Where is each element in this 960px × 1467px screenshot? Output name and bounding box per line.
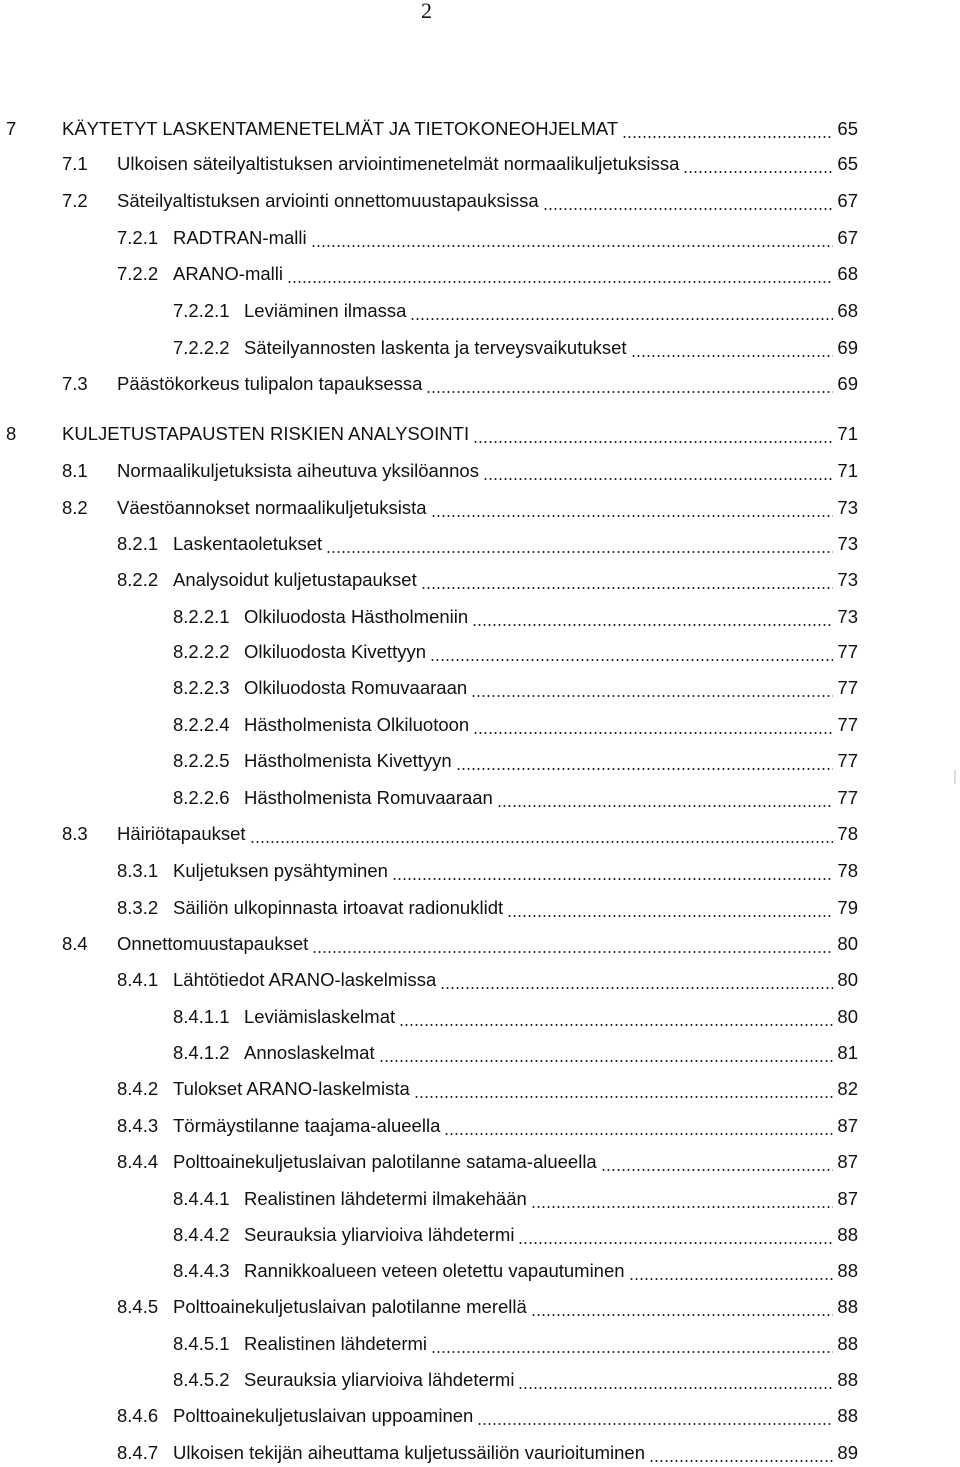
toc-entry-title: KÄYTETYT LASKENTAMENETELMÄT JA TIETOKONEOHJELMAT xyxy=(62,118,619,139)
toc-entry[interactable] xyxy=(0,224,960,252)
toc-entry-title: Törmäystilanne taajama-alueella xyxy=(173,1115,441,1136)
toc-entry-page: 77 xyxy=(837,787,858,808)
toc-entry-number: 8.2 xyxy=(62,497,88,518)
dot-leader xyxy=(311,245,833,247)
toc-entry-page: 88 xyxy=(837,1296,858,1317)
toc-entry[interactable] xyxy=(0,457,960,485)
dot-leader xyxy=(683,171,833,173)
toc-entry-number: 8.4.5.2 xyxy=(173,1369,230,1390)
dot-leader xyxy=(497,805,833,807)
toc-entry[interactable] xyxy=(0,894,960,922)
toc-entry[interactable] xyxy=(0,820,960,848)
toc-entry-page: 65 xyxy=(837,153,858,174)
toc-entry-title: Päästökorkeus tulipalon tapauksessa xyxy=(117,373,423,394)
toc-entry-title: Polttoainekuljetuslaivan palotilanne merellä xyxy=(173,1296,527,1317)
toc-entry-number: 8.4.5.1 xyxy=(173,1333,230,1354)
toc-entry-page: 80 xyxy=(837,933,858,954)
toc-entry-number: 7.2 xyxy=(62,190,88,211)
toc-entry-page: 82 xyxy=(837,1078,858,1099)
toc-entry[interactable] xyxy=(0,1148,960,1176)
toc-entry-title: Olkiluodosta Hästholmeniin xyxy=(244,606,469,627)
toc-entry[interactable] xyxy=(0,638,960,666)
dot-leader xyxy=(473,441,833,443)
toc-entry-number: 8.4.1.2 xyxy=(173,1042,230,1063)
dot-leader xyxy=(250,841,833,843)
toc-entry-page: 73 xyxy=(837,497,858,518)
toc-entry[interactable] xyxy=(0,857,960,885)
toc-entry-page: 80 xyxy=(837,969,858,990)
toc-entry-page: 81 xyxy=(837,1042,858,1063)
toc-entry-number: 8.2.2 xyxy=(117,569,159,590)
toc-entry-number: 8.2.2.3 xyxy=(173,677,230,698)
toc-entry-page: 88 xyxy=(837,1369,858,1390)
toc-entry-title: Realistinen lähdetermi xyxy=(244,1333,428,1354)
toc-entry-title: Olkiluodosta Kivettyyn xyxy=(244,641,427,662)
toc-entry[interactable] xyxy=(0,150,960,178)
toc-entry-page: 88 xyxy=(837,1224,858,1245)
toc-entry-page: 73 xyxy=(837,606,858,627)
toc-entry-page: 69 xyxy=(837,373,858,394)
toc-entry[interactable] xyxy=(0,1221,960,1249)
toc-entry-number: 8.1 xyxy=(62,460,88,481)
dot-leader xyxy=(543,208,833,210)
toc-entry[interactable] xyxy=(0,784,960,812)
toc-entry-number: 8.4.5 xyxy=(117,1296,159,1317)
page-number: 2 xyxy=(421,0,432,23)
toc-entry-number: 7 xyxy=(6,118,17,139)
dot-leader xyxy=(287,281,833,283)
toc-entry-title: RADTRAN-malli xyxy=(173,227,307,248)
dot-leader xyxy=(601,1169,833,1171)
toc-entry-number: 7.3 xyxy=(62,373,88,394)
dot-leader xyxy=(518,1387,833,1389)
toc-entry-page: 69 xyxy=(837,337,858,358)
toc-entry-title: Realistinen lähdetermi ilmakehään xyxy=(244,1188,527,1209)
toc-entry[interactable] xyxy=(0,1003,960,1031)
toc-entry[interactable] xyxy=(0,966,960,994)
toc-entry-page: 88 xyxy=(837,1405,858,1426)
toc-entry-page: 87 xyxy=(837,1115,858,1136)
toc-entry[interactable] xyxy=(0,260,960,288)
toc-entry-title: Annoslaskelmat xyxy=(244,1042,375,1063)
toc-entry-number: 8.4.4.1 xyxy=(173,1188,230,1209)
toc-entry[interactable] xyxy=(0,711,960,739)
toc-entry-number: 8.4.4.2 xyxy=(173,1224,230,1245)
toc-entry-page: 71 xyxy=(837,460,858,481)
toc-entry-number: 8.3.2 xyxy=(117,897,159,918)
toc-entry-page: 71 xyxy=(837,423,858,444)
toc-entry-title: Väestöannokset normaalikuljetuksista xyxy=(117,497,427,518)
dot-leader xyxy=(477,1423,833,1425)
toc-entry[interactable] xyxy=(0,674,960,702)
toc-entry-title: Polttoainekuljetuslaivan uppoaminen xyxy=(173,1405,474,1426)
dot-leader xyxy=(629,1278,833,1280)
toc-entry-number: 8.2.2.2 xyxy=(173,641,230,662)
dot-leader xyxy=(421,587,833,589)
toc-entry-page: 77 xyxy=(837,750,858,771)
toc-entry-number: 8.2.2.4 xyxy=(173,714,230,735)
toc-entry-number: 8.4.7 xyxy=(117,1442,159,1463)
toc-entry-page: 77 xyxy=(837,677,858,698)
toc-entry-title: Olkiluodosta Romuvaaraan xyxy=(244,677,468,698)
dot-leader xyxy=(483,478,833,480)
toc-entry-page: 88 xyxy=(837,1333,858,1354)
dot-leader xyxy=(456,768,833,770)
toc-entry-number: 8.4.2 xyxy=(117,1078,159,1099)
dot-leader xyxy=(622,136,833,138)
toc-entry-page: 89 xyxy=(837,1442,858,1463)
toc-entry-page: 87 xyxy=(837,1188,858,1209)
toc-entry[interactable] xyxy=(0,1112,960,1140)
toc-entry[interactable] xyxy=(0,1039,960,1067)
dot-leader xyxy=(414,1096,833,1098)
toc-entry-number: 8.4.6 xyxy=(117,1405,159,1426)
toc-entry-title: Seurauksia yliarvioiva lähdetermi xyxy=(244,1224,515,1245)
toc-entry-number: 8.3 xyxy=(62,823,88,844)
dot-leader xyxy=(426,391,833,393)
dot-leader xyxy=(531,1206,833,1208)
dot-leader xyxy=(392,878,833,880)
toc-entry-title: Rannikkoalueen veteen oletettu vapautuminen xyxy=(244,1260,625,1281)
toc-entry[interactable] xyxy=(0,494,960,522)
toc-entry-title: Leviämislaskelmat xyxy=(244,1006,396,1027)
toc-entry-title: Leviäminen ilmassa xyxy=(244,300,407,321)
toc-entry-title: Normaalikuljetuksista aiheutuva yksilöannos xyxy=(117,460,479,481)
toc-entry-number: 8.4.3 xyxy=(117,1115,159,1136)
toc-entry-number: 8.2.2.5 xyxy=(173,750,230,771)
toc-entry[interactable] xyxy=(0,530,960,558)
toc-entry[interactable] xyxy=(0,1257,960,1285)
toc-entry[interactable] xyxy=(0,1330,960,1358)
toc-entry-number: 8.4.1 xyxy=(117,969,159,990)
toc-entry-page: 87 xyxy=(837,1151,858,1172)
toc-entry[interactable] xyxy=(0,566,960,594)
toc-entry-title: Häiriötapaukset xyxy=(117,823,246,844)
toc-entry-page: 80 xyxy=(837,1006,858,1027)
dot-leader xyxy=(440,987,833,989)
toc-entry-title: ARANO-malli xyxy=(173,263,283,284)
toc-entry-title: Hästholmenista Romuvaaraan xyxy=(244,787,493,808)
toc-entry-number: 8.4.1.1 xyxy=(173,1006,230,1027)
dot-leader xyxy=(326,551,833,553)
toc-entry-page: 65 xyxy=(837,118,858,139)
toc-entry-title: Polttoainekuljetuslaivan palotilanne satama-alueella xyxy=(173,1151,597,1172)
dot-leader xyxy=(430,659,833,661)
toc-entry-title: Ulkoisen säteilyaltistuksen arviointimenetelmät normaalikuljetuksissa xyxy=(117,153,680,174)
dot-leader xyxy=(379,1060,833,1062)
dot-leader xyxy=(399,1024,833,1026)
toc-entry-title: Ulkoisen tekijän aiheuttama kuljetussäiliön vaurioituminen xyxy=(173,1442,646,1463)
toc-entry-title: Säteilyaltistuksen arviointi onnettomuustapauksissa xyxy=(117,190,539,211)
toc-entry-page: 78 xyxy=(837,860,858,881)
toc-entry-page: 88 xyxy=(837,1260,858,1281)
toc-entry-number: 8.2.1 xyxy=(117,533,159,554)
toc-entry[interactable] xyxy=(0,187,960,215)
toc-entry-title: Säteilyannosten laskenta ja terveysvaikutukset xyxy=(244,337,627,358)
toc-entry-page: 68 xyxy=(837,263,858,284)
toc-entry-page: 73 xyxy=(837,569,858,590)
toc-entry[interactable] xyxy=(0,603,960,631)
toc-entry[interactable] xyxy=(0,1402,960,1430)
toc-entry-page: 67 xyxy=(837,190,858,211)
toc-entry-title: Kuljetuksen pysähtyminen xyxy=(173,860,388,881)
toc-entry-number: 8.4 xyxy=(62,933,88,954)
toc-entry-title: KULJETUSTAPAUSTEN RISKIEN ANALYSOINTI xyxy=(62,423,470,444)
toc-entry[interactable] xyxy=(0,334,960,362)
dot-leader xyxy=(312,951,833,953)
toc-entry-title: Onnettomuustapaukset xyxy=(117,933,309,954)
toc-entry[interactable] xyxy=(0,1366,960,1394)
toc-entry-number: 7.2.1 xyxy=(117,227,159,248)
toc-entry-number: 8 xyxy=(6,423,17,444)
toc-entry-page: 73 xyxy=(837,533,858,554)
toc-entry[interactable] xyxy=(0,1293,960,1321)
toc-entry-title: Hästholmenista Kivettyyn xyxy=(244,750,452,771)
toc-entry-title: Seurauksia yliarvioiva lähdetermi xyxy=(244,1369,515,1390)
toc-entry-title: Analysoidut kuljetustapaukset xyxy=(173,569,417,590)
toc-entry[interactable] xyxy=(0,1185,960,1213)
toc-entry-number: 8.2.2.6 xyxy=(173,787,230,808)
toc-entry[interactable] xyxy=(0,420,960,448)
dot-leader xyxy=(631,355,833,357)
dot-leader xyxy=(507,915,833,917)
toc-entry[interactable] xyxy=(0,370,960,398)
dot-leader xyxy=(531,1314,833,1316)
toc-entry[interactable] xyxy=(0,930,960,958)
dot-leader xyxy=(444,1133,833,1135)
toc-entry[interactable] xyxy=(0,115,960,143)
dot-leader xyxy=(410,318,833,320)
toc-entry[interactable] xyxy=(0,297,960,325)
toc-entry-title: Säiliön ulkopinnasta irtoavat radionuklidt xyxy=(173,897,504,918)
toc-entry-number: 8.4.4.3 xyxy=(173,1260,230,1281)
dot-leader xyxy=(471,695,833,697)
toc-entry-page: 78 xyxy=(837,823,858,844)
dot-leader xyxy=(649,1460,833,1462)
toc-entry[interactable] xyxy=(0,747,960,775)
toc-entry[interactable] xyxy=(0,1075,960,1103)
toc-entry-title: Hästholmenista Olkiluotoon xyxy=(244,714,470,735)
toc-entry-page: 68 xyxy=(837,300,858,321)
toc-entry-page: 79 xyxy=(837,897,858,918)
dot-leader xyxy=(431,1351,833,1353)
dot-leader xyxy=(431,515,833,517)
toc-entry-page: 77 xyxy=(837,714,858,735)
toc-entry-number: 8.4.4 xyxy=(117,1151,159,1172)
toc-entry-title: Laskentaoletukset xyxy=(173,533,323,554)
dot-leader xyxy=(472,624,833,626)
toc-entry-title: Tulokset ARANO-laskelmista xyxy=(173,1078,410,1099)
toc-entry-number: 7.1 xyxy=(62,153,88,174)
toc-entry-number: 7.2.2.2 xyxy=(173,337,230,358)
toc-entry-number: 8.2.2.1 xyxy=(173,606,230,627)
dot-leader xyxy=(518,1242,833,1244)
toc-entry-page: 77 xyxy=(837,641,858,662)
scan-mark xyxy=(954,770,956,784)
toc-entry-number: 7.2.2 xyxy=(117,263,159,284)
toc-entry-title: Lähtötiedot ARANO-laskelmissa xyxy=(173,969,437,990)
toc-entry-number: 7.2.2.1 xyxy=(173,300,230,321)
dot-leader xyxy=(473,732,833,734)
toc-entry[interactable] xyxy=(0,1439,960,1467)
toc-entry-number: 8.3.1 xyxy=(117,860,159,881)
toc-entry-page: 67 xyxy=(837,227,858,248)
